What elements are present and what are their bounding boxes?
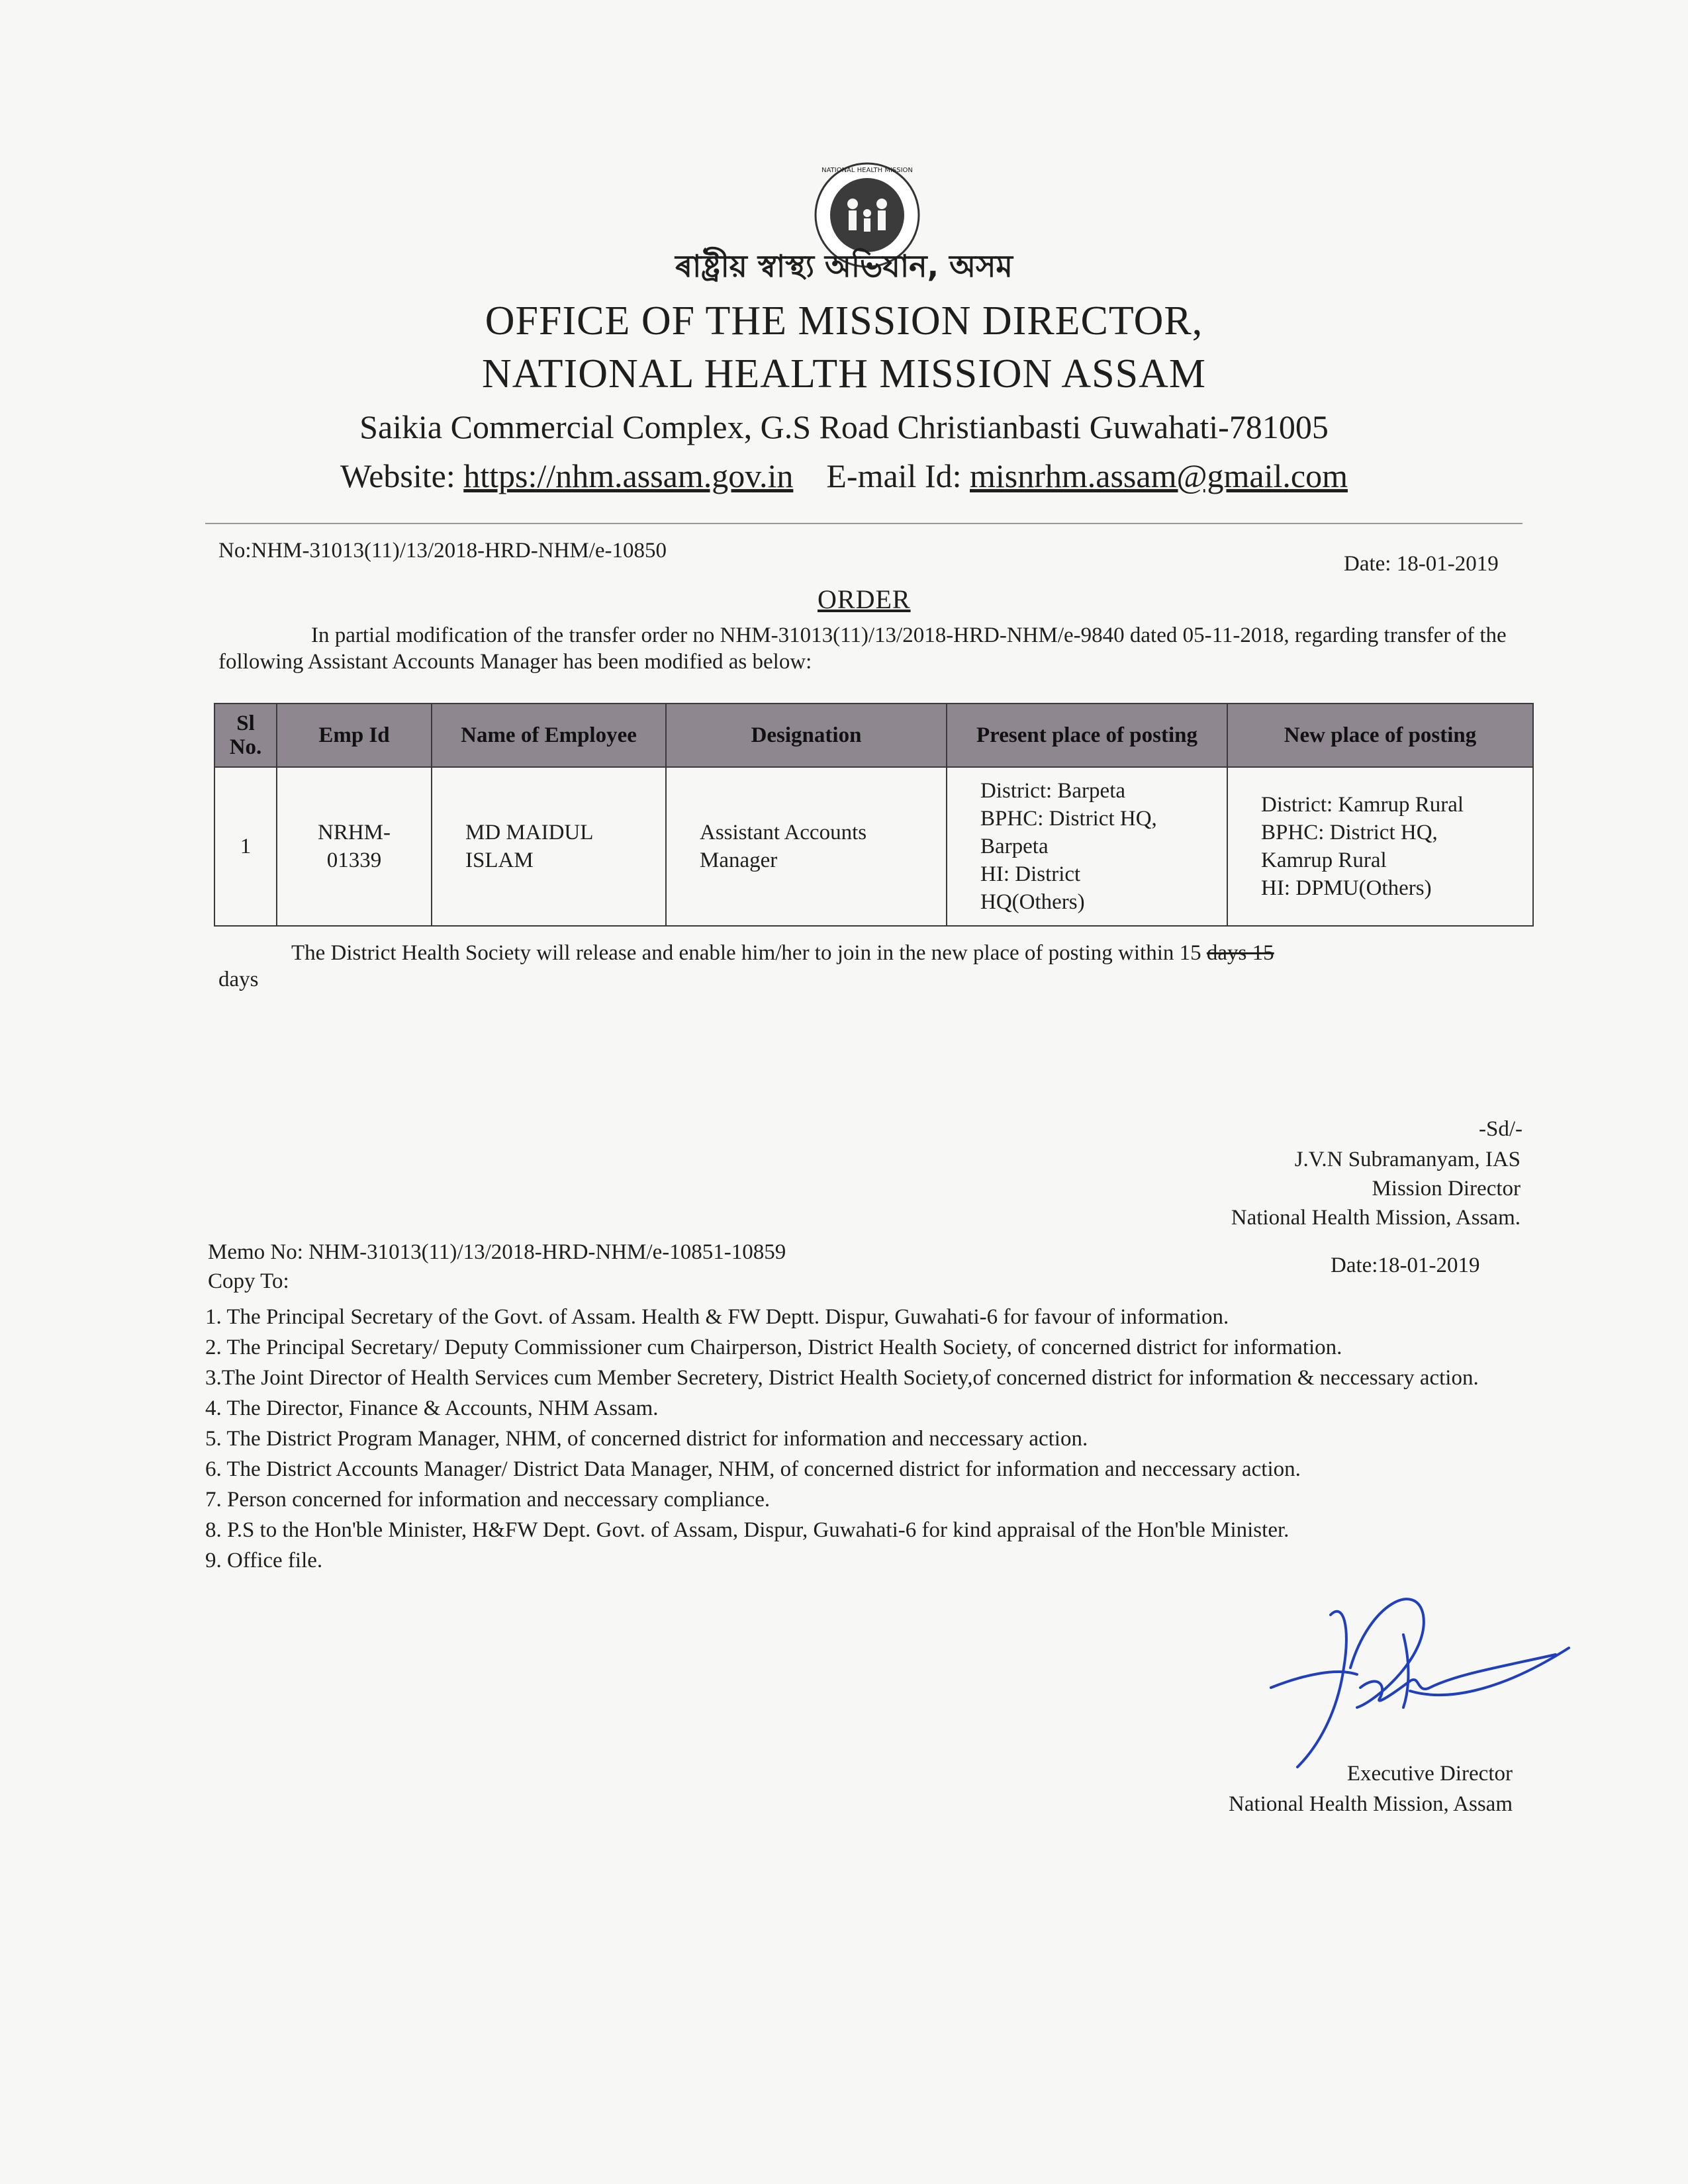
cell-present-posting: District: Barpeta BPHC: District HQ, Barpeta HI: District HQ(Others): [947, 767, 1227, 926]
signatory-role: Mission Director: [1372, 1177, 1521, 1201]
list-item: 2. The Principal Secretary/ Deputy Commissioner cum Chairperson, District Health Society, of concerned district for information.: [205, 1336, 1342, 1359]
office-address: Saikia Commercial Complex, G.S Road Christianbasti Guwahati-781005: [359, 408, 1329, 445]
order-reference-number: No:NHM-31013(11)/13/2018-HRD-NHM/e-10850: [218, 539, 667, 563]
copy-to-label: Copy To:: [208, 1269, 289, 1293]
email-label: E-mail Id:: [826, 457, 962, 494]
list-item: 8. P.S to the Hon'ble Minister, H&FW Dept. Govt. of Assam, Dispur, Guwahati-6 for kind appraisal of the Hon'ble Minister.: [205, 1518, 1289, 1542]
header-employee-name: Name of Employee: [432, 704, 666, 767]
logo-text: NATIONAL HEALTH MISSION: [821, 167, 913, 174]
header-divider: [205, 523, 1523, 524]
list-item: 3.The Joint Director of Health Services cum Member Secretery, District Health Society,of concerned district for information & neccessary action.: [205, 1366, 1479, 1390]
table-row: [214, 767, 1533, 926]
website-label: Website:: [340, 457, 455, 494]
list-item: 9. Office file.: [205, 1549, 323, 1572]
list-item: 4. The Director, Finance & Accounts, NHM Assam.: [205, 1396, 659, 1420]
memo-number: Memo No: NHM-31013(11)/13/2018-HRD-NHM/e-10851-10859: [208, 1240, 786, 1264]
release-text: The District Health Society will release and enable him/her to join in the new place of posting within 15: [291, 941, 1207, 965]
website-link[interactable]: https://nhm.assam.gov.in: [463, 457, 794, 494]
header-present-posting: Present place of posting: [947, 704, 1227, 767]
header-emp-id: Emp Id: [277, 704, 432, 767]
executive-role: Executive Director: [1346, 1762, 1513, 1786]
order-date: Date: 18-01-2019: [1344, 552, 1499, 576]
copy-to-list: [205, 1304, 1529, 1578]
release-paragraph: [218, 940, 1536, 993]
struck-out-text: days 15: [1206, 941, 1274, 965]
list-item: 7. Person concerned for information and neccessary compliance.: [205, 1488, 771, 1512]
list-item: 6. The District Accounts Manager/ District Data Manager, NHM, of concerned district for information and neccessary action.: [205, 1457, 1301, 1481]
list-item: 1. The Principal Secretary of the Govt. of Assam. Health & FW Deptt. Dispur, Guwahati-6 for favour of information.: [205, 1305, 1229, 1329]
signatory-name: J.V.N Subramanyam, IAS: [1294, 1148, 1521, 1171]
table-header-row: [214, 704, 1533, 767]
transfer-table: [214, 703, 1534, 927]
list-item: 5. The District Program Manager, NHM, of concerned district for information and neccessary action.: [205, 1427, 1088, 1451]
email-link[interactable]: misnrhm.assam@gmail.com: [970, 457, 1348, 494]
header-sl-no: Sl No.: [214, 704, 277, 767]
release-tail: days: [218, 968, 259, 991]
memo-date: Date:18-01-2019: [1331, 1253, 1480, 1277]
header-designation: Designation: [666, 704, 947, 767]
signed-mark: -Sd/-: [1479, 1117, 1523, 1141]
bengali-title: ৰাষ্ট্ৰীয় স্বাস্থ্য অভিযান, অসম: [675, 248, 1013, 284]
header-new-posting: New place of posting: [1227, 704, 1533, 767]
cell-employee-name: MD MAIDUL ISLAM: [432, 767, 666, 926]
cell-emp-id: NRHM- 01339: [277, 767, 432, 926]
cell-sl-no: 1: [214, 767, 277, 926]
signatory-organization: National Health Mission, Assam.: [1231, 1206, 1521, 1230]
cell-new-posting: District: Kamrup Rural BPHC: District HQ, Kamrup Rural HI: DPMU(Others): [1227, 767, 1533, 926]
office-title: OFFICE OF THE MISSION DIRECTOR,: [485, 298, 1203, 343]
executive-organization: National Health Mission, Assam: [1229, 1792, 1513, 1816]
cell-designation: Assistant Accounts Manager: [666, 767, 947, 926]
mission-title: NATIONAL HEALTH MISSION ASSAM: [482, 351, 1206, 396]
handwritten-signature: [1244, 1575, 1575, 1787]
order-heading: ORDER: [818, 584, 911, 614]
contact-line: [0, 457, 1688, 495]
order-intro-paragraph: In partial modification of the transfer order no NHM-31013(11)/13/2018-HRD-NHM/e-9840 dated 05-11-2018, regarding transfer of the following Assistant Accounts Manager has been modified as below:: [218, 623, 1507, 674]
